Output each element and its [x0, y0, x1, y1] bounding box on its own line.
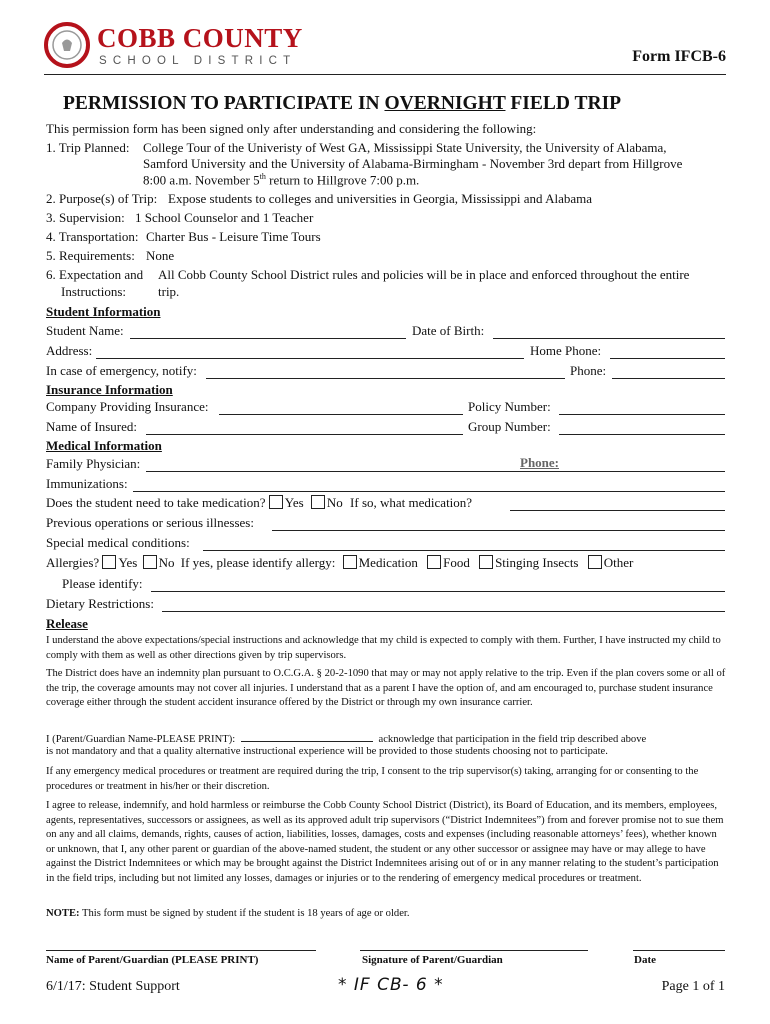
immunizations-field[interactable]: [133, 491, 725, 492]
address-label: Address:: [46, 343, 93, 358]
allergies-question: Allergies?: [46, 555, 100, 570]
allergy-medication-label: Medication: [358, 555, 418, 570]
parent-signature-label: Signature of Parent/Guardian: [362, 954, 503, 966]
dob-field[interactable]: [493, 338, 725, 339]
parent-signature-field[interactable]: [360, 950, 588, 951]
supervision-label: 3. Supervision:: [46, 210, 125, 225]
header-rule: [44, 74, 726, 75]
parent-print-name-label: Name of Parent/Guardian (PLEASE PRINT): [46, 954, 259, 966]
allergies-row: [46, 555, 633, 571]
insurance-company-label: Company Providing Insurance:: [46, 399, 209, 414]
purpose-value: Expose students to colleges and universities in Georgia, Mississippi and Alabama: [168, 191, 593, 206]
page-number: Page 1 of 1: [661, 979, 725, 994]
date-label: Date: [634, 954, 656, 966]
allergy-other-label: Other: [603, 555, 634, 570]
medication-yes-checkbox[interactable]: [269, 495, 283, 509]
immunizations-label: Immunizations:: [46, 476, 128, 491]
student-name-label: Student Name:: [46, 323, 124, 338]
date-field[interactable]: [633, 950, 725, 951]
release-paragraph-1: I understand the above expectations/special instructions and acknowledge that my child is expected to comply with them. Further, I have instructed my child to comply with them as well as other directions given by trip supervisors.: [46, 635, 721, 661]
address-field[interactable]: [96, 358, 524, 359]
title-post: FIELD TRIP: [505, 93, 622, 114]
operations-label: Previous operations or serious illnesses:: [46, 515, 254, 530]
physician-field[interactable]: [146, 471, 725, 472]
parent-name-prompt: I (Parent/Guardian Name-PLEASE PRINT):: [46, 734, 236, 745]
allergy-food-checkbox[interactable]: [427, 555, 441, 569]
participation-ack: acknowledge that participation in the field trip described above: [378, 734, 647, 745]
medication-yes-label: Yes: [284, 495, 304, 510]
physician-phone-label: Phone:: [520, 455, 559, 470]
emergency-label: In case of emergency, notify:: [46, 363, 197, 378]
expectation-label-1: 6. Expectation and: [46, 267, 144, 282]
medical-heading: Medical Information: [46, 438, 162, 453]
special-conditions-field[interactable]: [203, 550, 725, 551]
expectation-value-1: All Cobb County School District rules and policies will be in place and enforced throughout the entire: [158, 267, 690, 282]
insured-name-field[interactable]: [146, 434, 463, 435]
group-number-field[interactable]: [559, 434, 725, 435]
requirements-value: None: [146, 248, 175, 263]
title-underlined: OVERNIGHT: [384, 93, 506, 114]
medication-question: Does the student need to take medication?: [46, 495, 266, 510]
allergy-food-label: Food: [443, 555, 470, 570]
allergies-yes-label: Yes: [118, 555, 138, 570]
allergies-no-checkbox[interactable]: [143, 555, 157, 569]
insured-name-label: Name of Insured:: [46, 419, 137, 434]
medication-no-checkbox[interactable]: [311, 495, 325, 509]
insurance-heading: Insurance Information: [46, 382, 173, 397]
trip-line-2: Samford University and the University of Alabama-Birmingham - November 3rd depart from Hillgrove: [143, 156, 683, 171]
release-paragraph-3a: [46, 731, 646, 745]
special-conditions-label: Special medical conditions:: [46, 535, 190, 550]
please-identify-label: Please identify:: [62, 576, 143, 591]
please-identify-field[interactable]: [151, 591, 725, 592]
emergency-phone-label: Phone:: [570, 363, 607, 378]
seal-icon: [44, 21, 90, 69]
transport-value: Charter Bus - Leisure Time Tours: [146, 229, 321, 244]
medication-which-field[interactable]: [510, 510, 725, 511]
dob-label: Date of Birth:: [412, 323, 485, 338]
allergies-no-label: No: [158, 555, 175, 570]
dietary-field[interactable]: [162, 611, 725, 612]
release-heading: Release: [46, 616, 88, 631]
release-paragraph-4: If any emergency medical procedures or treatment are required during the trip, I consent to the trip supervisor(s) taking, arranging for or consenting to the procedures or treatment in his/her or their discretion.: [46, 766, 699, 792]
release-paragraph-3b: is not mandatory and that a quality alternative instructional experience will be provided to those students choosing not to participate.: [46, 746, 608, 757]
home-phone-field[interactable]: [610, 358, 725, 359]
release-paragraph-2: The District does have an indemnity plan pursuant to O.C.G.A. § 20-2-1090 that may or may not apply relative to the trip. Even if the plan covers some or all of the trip, the coverage amounts may not cover all injuries. I understand that as a parent I have the option of, and am encouraged to, purchase student insurance coverage either through the student accident insurance offered by the District or through my own insurance carrier.: [46, 668, 726, 709]
medication-row: [46, 495, 472, 511]
page-title: [63, 93, 621, 115]
allergy-insects-label: Stinging Insects: [495, 555, 579, 570]
allergies-yes-checkbox[interactable]: [102, 555, 116, 569]
emergency-phone-field[interactable]: [612, 378, 725, 379]
medication-which-label: If so, what medication?: [350, 495, 473, 510]
purpose-label: 2. Purpose(s) of Trip:: [46, 191, 158, 206]
logo-subtitle: SCHOOL DISTRICT: [99, 55, 297, 67]
trip-label: 1. Trip Planned:: [46, 140, 130, 155]
policy-number-field[interactable]: [559, 414, 725, 415]
note-line: NOTE: This form must be signed by student if the student is 18 years of age or older.: [46, 908, 410, 919]
expectation-label-2: Instructions:: [61, 284, 126, 299]
insurance-company-field[interactable]: [219, 414, 463, 415]
parent-name-inline-field[interactable]: [241, 731, 373, 742]
dietary-label: Dietary Restrictions:: [46, 596, 154, 611]
physician-label: Family Physician:: [46, 456, 141, 471]
group-number-label: Group Number:: [468, 419, 551, 434]
emergency-field[interactable]: [206, 378, 565, 379]
parent-print-name-field[interactable]: [46, 950, 316, 951]
release-paragraph-5: I agree to release, indemnify, and hold harmless or reimburse the Cobb County School District (District), its Board of Education, and its members, employees, agents, representatives, successors or assignees, as well as its approved adult trip supervisors (“District Indemnitees”) from and forever promise not to sue them on any and all claims, demands, rights, causes of action, liabilities, losses, damages, costs and expenses (including reasonable attorneys’ fees), whether known or unknown, that I, any other parent or guardian of the above-named student, the student or any other successor or assignee may have or may allege to have against the District Indemnitees or which may be brought against the District Indemnitees arising out of or in any manner relating to the student’s participation in the field trips, including but not limited any losses, damages or injuries or to the rendering of emergency medical procedures or treatment.: [46, 800, 724, 884]
intro-text: This permission form has been signed only after understanding and considering the following:: [46, 121, 537, 136]
supervision-value: 1 School Counselor and 1 Teacher: [135, 210, 314, 225]
allergy-other-checkbox[interactable]: [588, 555, 602, 569]
logo-name: COBB COUNTY: [97, 23, 303, 53]
allergy-medication-checkbox[interactable]: [343, 555, 357, 569]
allergy-identify-label: If yes, please identify allergy:: [180, 555, 336, 570]
transport-label: 4. Transportation:: [46, 229, 139, 244]
home-phone-label: Home Phone:: [530, 343, 602, 358]
medication-no-label: No: [326, 495, 343, 510]
trip-line-3: 8:00 a.m. November 5th return to Hillgrove 7:00 p.m.: [143, 172, 420, 188]
footer-revision: 6/1/17: Student Support: [46, 979, 180, 994]
trip-line-1: College Tour of the Univeristy of West GA, Mississippi State University, the University of Alabama,: [143, 140, 667, 155]
student-name-field[interactable]: [130, 338, 406, 339]
operations-field[interactable]: [272, 530, 725, 531]
form-id: Form IFCB-6: [632, 48, 726, 65]
footer-form-code: * IF CB- 6 *: [338, 975, 444, 995]
expectation-value-2: trip.: [158, 284, 180, 299]
policy-number-label: Policy Number:: [468, 399, 551, 414]
title-pre: PERMISSION TO PARTICIPATE IN: [63, 93, 385, 114]
requirements-label: 5. Requirements:: [46, 248, 135, 263]
student-info-heading: Student Information: [46, 304, 161, 319]
allergy-insects-checkbox[interactable]: [479, 555, 493, 569]
